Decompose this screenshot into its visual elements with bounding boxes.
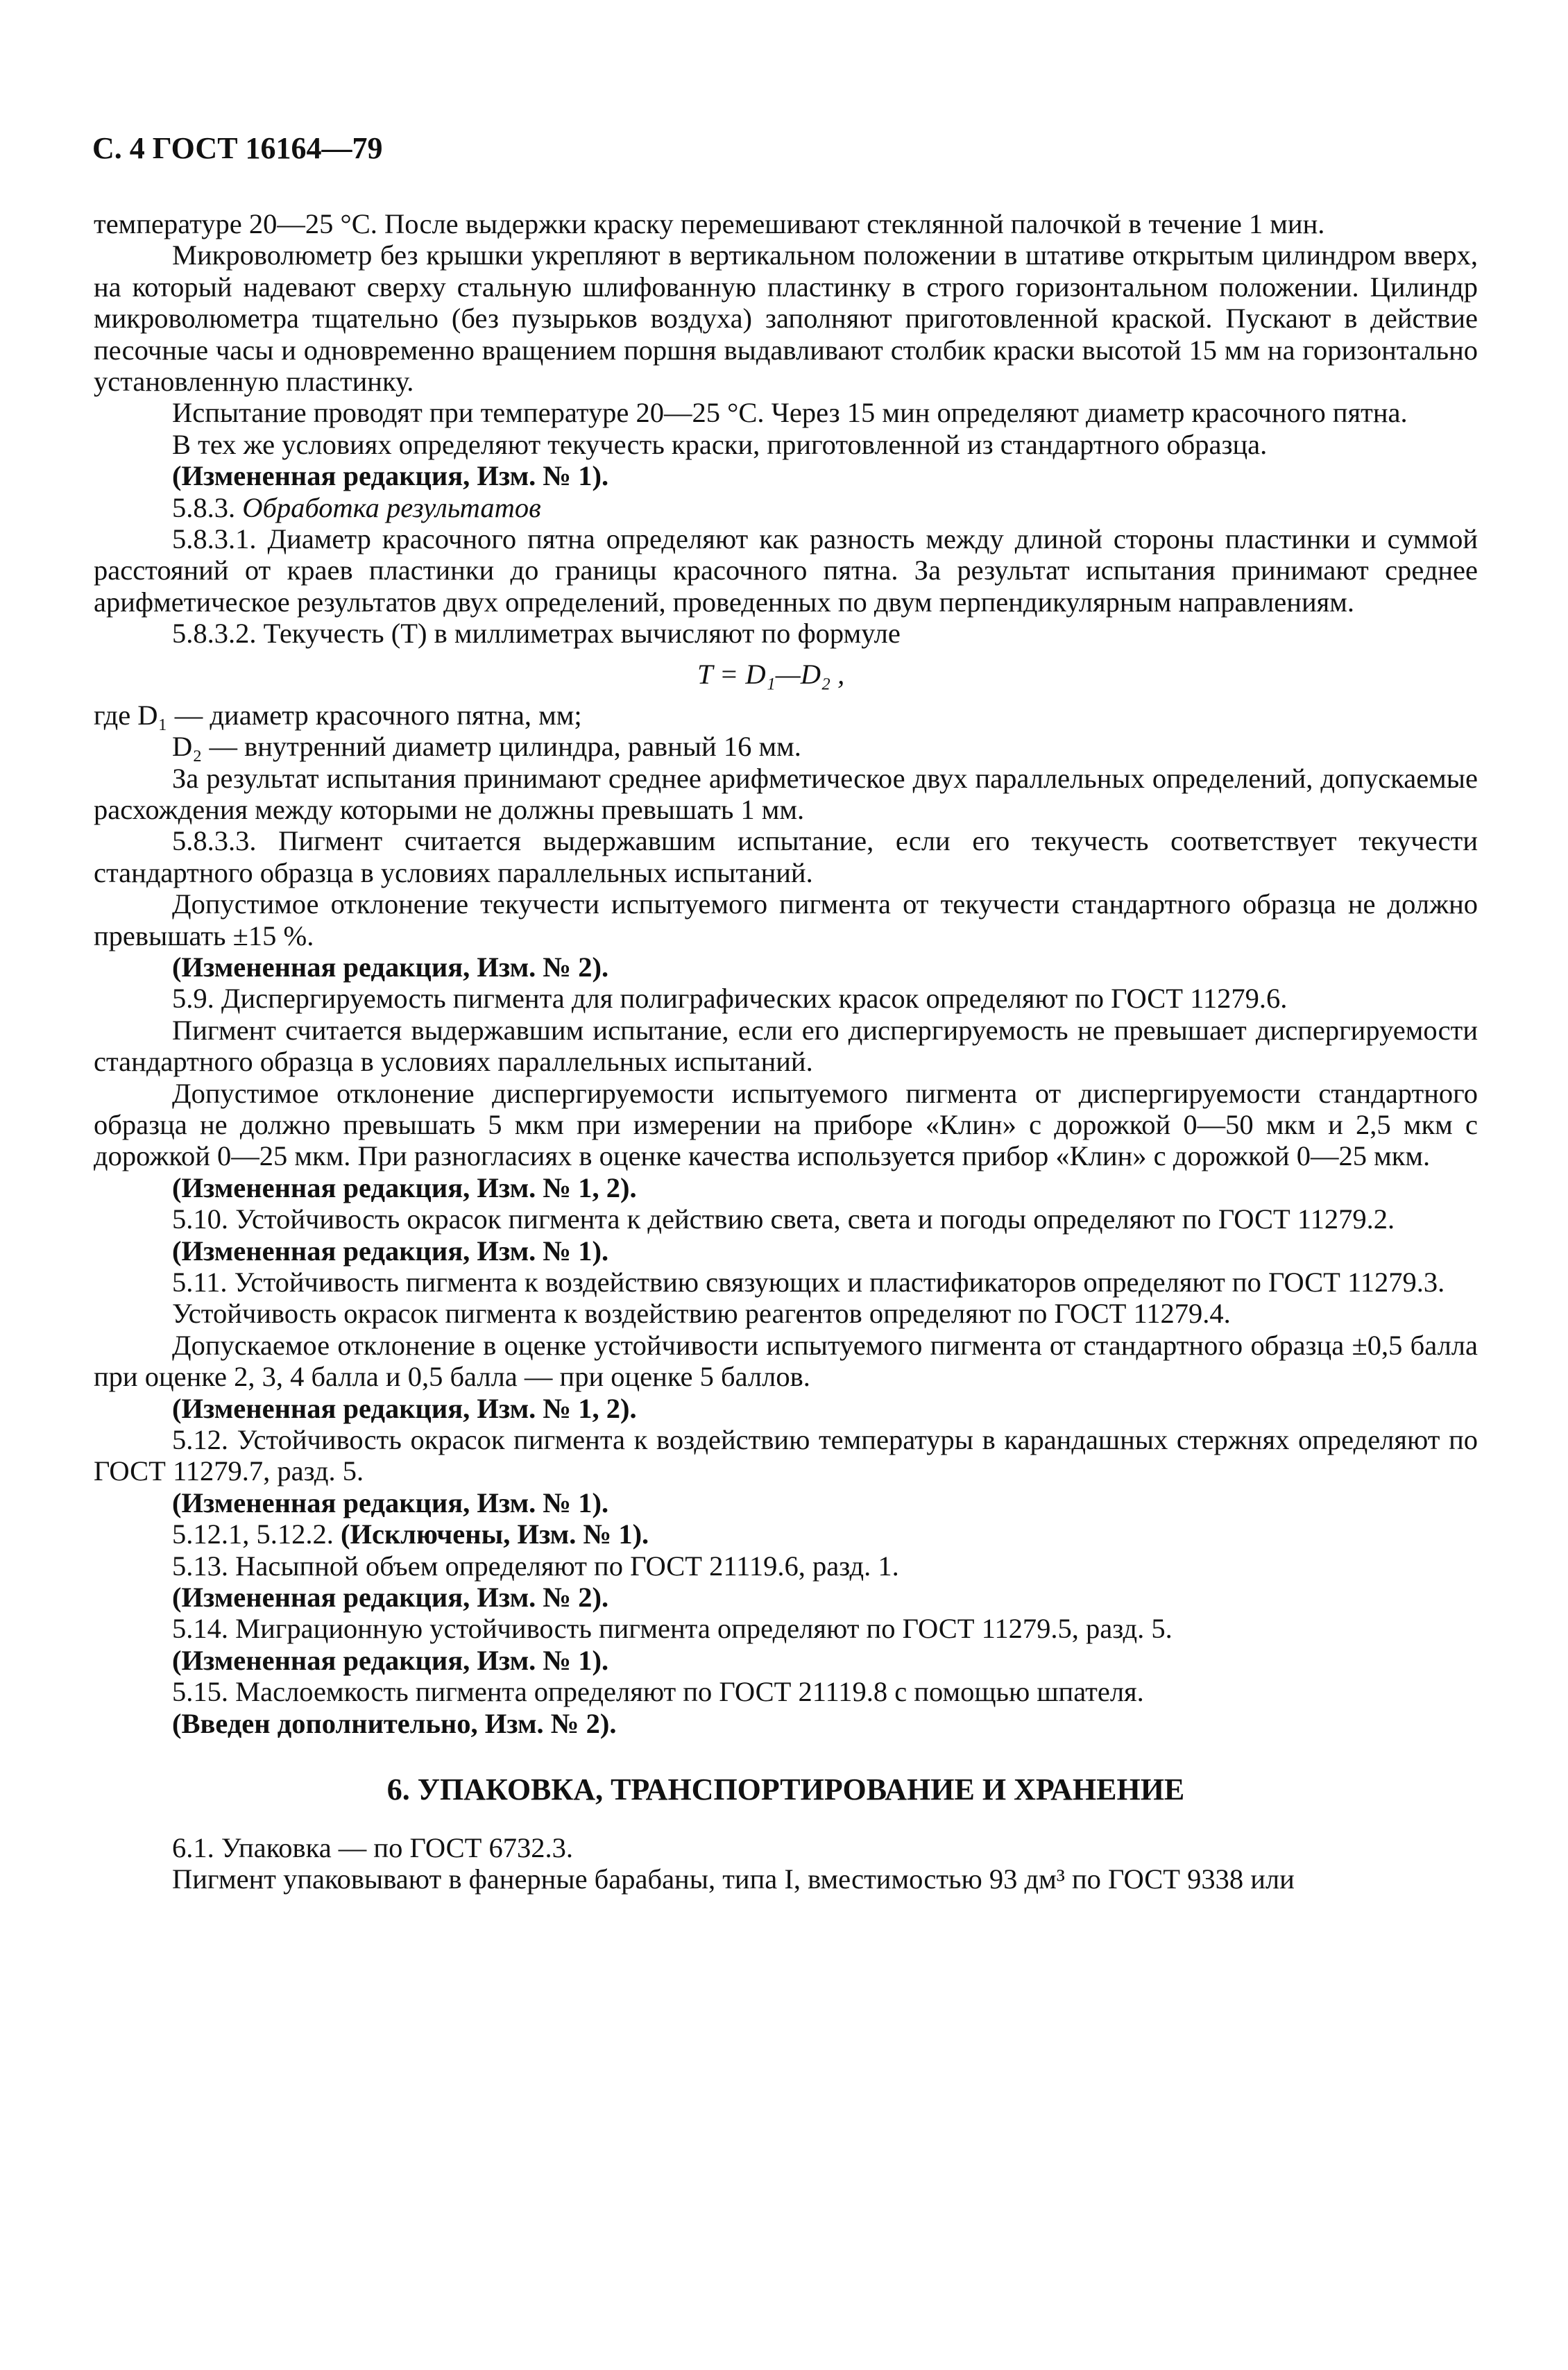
amendment-note: (Измененная редакция, Изм. № 1).: [172, 1235, 609, 1267]
amendment-note: (Измененная редакция, Изм. № 1, 2).: [172, 1171, 637, 1203]
document-body: [94, 208, 1478, 1895]
amendment-note: (Измененная редакция, Изм. № 2).: [172, 1582, 609, 1614]
paragraph: 5.8.3.3. Пигмент считается выдержавшим испытание, если его текучесть соответствует текучести стандартного образца в условиях параллельных испытаний.: [94, 825, 1478, 888]
amendment-note: (Измененная редакция, Изм. № 1).: [172, 1487, 609, 1518]
item-numbers: 5.12.1, 5.12.2.: [172, 1518, 334, 1550]
paragraph: Испытание проводят при температуре 20—25 °С. Через 15 мин определяют диаметр красочного пятна.: [172, 397, 1408, 429]
paragraph: Пигмент упаковывают в фанерные барабаны, типа I, вместимостью 93 дм³ по ГОСТ 9338 или: [172, 1863, 1295, 1895]
paragraph: 5.11. Устойчивость пигмента к воздействию связующих и пластификаторов определяют по ГОСТ 11279.3.: [172, 1267, 1445, 1298]
formula: T = D₁—D₂ ,: [697, 658, 845, 690]
section-number: 5.8.3.: [172, 491, 236, 523]
excluded-items: [94, 1518, 1478, 1550]
amendment-note: (Измененная редакция, Изм. № 1, 2).: [172, 1392, 637, 1424]
page-header: С. 4 ГОСТ 16164—79: [92, 131, 383, 165]
paragraph: 5.13. Насыпной объем определяют по ГОСТ 21119.6, разд. 1.: [172, 1550, 899, 1582]
section-title: Обработка результатов: [242, 491, 541, 523]
exclusion-note: (Исключены, Изм. № 1).: [341, 1518, 649, 1550]
paragraph: 5.8.3.2. Текучесть (T) в миллиметрах вычисляют по формуле: [172, 618, 901, 650]
section-heading-5-8-3: [94, 492, 1478, 523]
paragraph: За результат испытания принимают среднее арифметическое двух параллельных определений, допускаемые расхождения между которыми не должны превышать 1 мм.: [94, 762, 1478, 825]
section-heading-6: 6. УПАКОВКА, ТРАНСПОРТИРОВАНИЕ И ХРАНЕНИЕ: [386, 1772, 1185, 1807]
amendment-note: (Измененная редакция, Изм. № 1).: [172, 460, 609, 492]
paragraph: В тех же условиях определяют текучесть краски, приготовленной из стандартного образца.: [172, 428, 1268, 460]
paragraph: 5.14. Миграционную устойчивость пигмента определяют по ГОСТ 11279.5, разд. 5.: [172, 1613, 1173, 1645]
paragraph: Устойчивость окрасок пигмента к воздействию реагентов определяют по ГОСТ 11279.4.: [172, 1298, 1231, 1330]
paragraph: 5.8.3.1. Диаметр красочного пятна определяют как разность между длиной стороны пластинки и суммой расстояний от краев пластинки до границы красочного пятна. За результат испытания принимают среднее арифметическое результатов двух определений, проведенных по двум перпендикулярным направлениям.: [94, 523, 1478, 618]
paragraph: 5.15. Маслоемкость пигмента определяют по ГОСТ 21119.8 с помощью шпателя.: [172, 1676, 1144, 1708]
paragraph: температуре 20—25 °С. После выдержки краску перемешивают стеклянной палочкой в течение 1 мин.: [94, 208, 1325, 239]
formula-legend-d2: D₂ — внутренний диаметр цилиндра, равный 16 мм.: [172, 731, 801, 763]
paragraph: Допускаемое отклонение в оценке устойчивости испытуемого пигмента от стандартного образца ±0,5 балла при оценке 2, 3, 4 балла и 0,5 балла — при оценке 5 баллов.: [94, 1329, 1478, 1393]
amendment-note: (Измененная редакция, Изм. № 2).: [172, 951, 609, 983]
paragraph: 5.9. Диспергируемость пигмента для полиграфических красок определяют по ГОСТ 11279.6.: [172, 983, 1288, 1015]
paragraph: Микроволюметр без крышки укрепляют в вертикальном положении в штативе открытым цилиндром вверх, на который надевают сверху стальную шлифованную пластинку в строго горизонтальном положении. Цилиндр микроволюметра тщательно (без пузырьков воздуха) заполняют приготовленной краской. Пускают в действие песочные часы и одновременно вращением поршня выдавливают столбик краски высотой 15 мм на горизонтально установленную пластинку.: [94, 239, 1478, 398]
amendment-note: (Введен дополнительно, Изм. № 2).: [172, 1707, 617, 1739]
paragraph: 5.10. Устойчивость окрасок пигмента к действию света, света и погоды определяют по ГОСТ 11279.2.: [172, 1203, 1395, 1235]
amendment-note: (Измененная редакция, Изм. № 1).: [172, 1644, 609, 1676]
paragraph: Допустимое отклонение диспергируемости испытуемого пигмента от диспергируемости стандартного образца не должно превышать 5 мкм при измерении на приборе «Клин» с дорожкой 0—50 мкм и 2,5 мкм с дорожкой 0—25 мкм. При разногласиях в оценке качества используется прибор «Клин» с дорожкой 0—25 мкм.: [94, 1077, 1478, 1172]
paragraph: Пигмент считается выдержавшим испытание, если его диспергируемость не превышает диспергируемости стандартного образца в условиях параллельных испытаний.: [94, 1014, 1478, 1078]
formula-legend-d1: где D₁ — диаметр красочного пятна, мм;: [94, 699, 582, 731]
paragraph: 5.12. Устойчивость окрасок пигмента к воздействию температуры в карандашных стержнях определяют по ГОСТ 11279.7, разд. 5.: [94, 1424, 1478, 1487]
paragraph: 6.1. Упаковка — по ГОСТ 6732.3.: [172, 1831, 573, 1863]
paragraph: Допустимое отклонение текучести испытуемого пигмента от текучести стандартного образца не должно превышать ±15 %.: [94, 888, 1478, 951]
